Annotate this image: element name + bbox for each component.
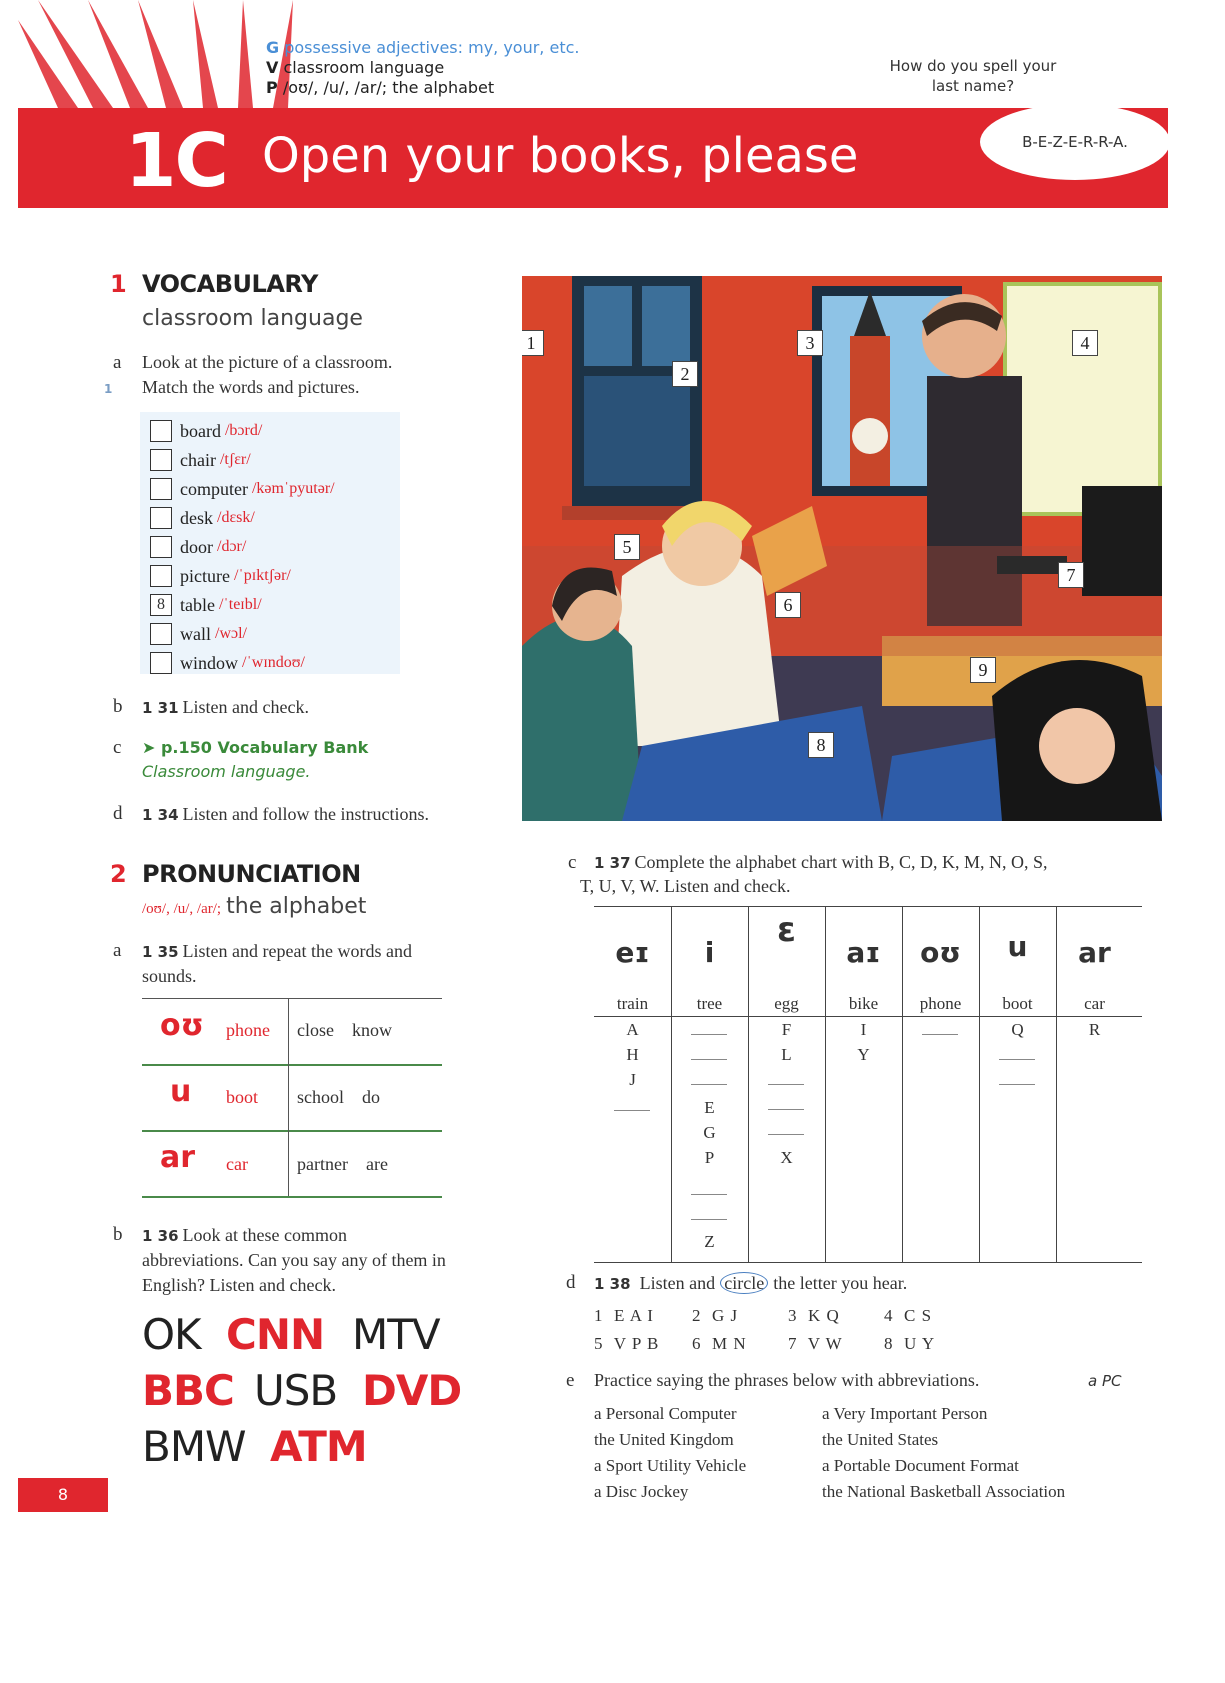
listening-item[interactable]: 5 V P B [594,1334,660,1353]
abbreviation: MTV [352,1310,440,1359]
answer-blank[interactable] [614,1110,650,1111]
vocab-item [150,621,247,647]
audio-track-badge[interactable]: 1 34 [142,806,179,824]
chart-letter: F [781,1020,792,1039]
phrase: the United States [822,1430,939,1449]
vocab-item [150,418,262,444]
audio-track-badge[interactable]: 1 37 [594,854,631,872]
chart-symbol: ar [1078,936,1111,969]
step-b-text: Listen and check. [182,697,309,717]
step-c-letter: c [113,737,122,758]
classroom-illustration [522,276,1162,821]
vocab-word: door [180,536,213,557]
step-d [142,804,429,825]
phrase: a Very Important Person [822,1404,988,1423]
vocab-word: wall [180,623,211,644]
vocab-phonetic: /ˈteɪbl/ [218,596,262,613]
answer-blank[interactable] [999,1059,1035,1060]
answer-blank[interactable] [768,1109,804,1110]
answer-blank[interactable] [691,1059,727,1060]
chart-column-divider [748,906,749,1263]
chart-letter: E [704,1098,715,1117]
pron-text: /oʊ/, /u/, /ar/; the alphabet [282,78,495,97]
chart-key-word: tree [696,994,723,1013]
vocab-item [150,592,262,618]
answer-box[interactable]: 8 [150,594,172,616]
chart-letter: G [703,1123,716,1142]
step-b-letter: b [113,696,123,717]
section-2-title: PRONUNCIATION [142,860,361,888]
chart-symbol: eɪ [615,936,650,969]
picture-label-5: 5 [614,534,640,560]
unit-focus-summary [266,38,579,98]
picture-label-6: 6 [775,592,801,618]
step-a-text: Look at the picture of a classroom. [142,352,393,372]
chart-key-word: egg [774,994,799,1013]
chart-letter: J [629,1070,636,1089]
audio-track-badge[interactable]: 1 35 [142,943,179,961]
answer-box[interactable] [150,507,172,529]
vocab-phonetic: /bɔrd/ [224,422,263,439]
vocab-item [150,447,251,473]
step-c-right-text: Complete the alphabet chart with B, C, D, K, M, N, O, S, [634,852,1048,872]
grammar-text: possessive adjectives: my, your, etc. [284,38,580,57]
vocab-word: window [180,652,238,673]
step-b [142,697,309,718]
picture-label-8: 8 [808,732,834,758]
vocab-item [150,534,246,560]
vocab-phonetic: /ˈwɪndoʊ/ [242,654,305,671]
key-word: car [226,1154,248,1174]
example-words: partner are [297,1154,388,1174]
vocabulary-bank-subtitle: Classroom language. [142,762,311,781]
chart-letter: Y [857,1045,870,1064]
phrase: a Personal Computer [594,1404,737,1423]
answer-box[interactable] [150,449,172,471]
vocab-word: table [180,594,215,615]
speech-bubble-answer: B-E-Z-E-R-R-A. [980,104,1170,180]
table-rule [142,1130,442,1132]
page-number: 8 [18,1478,108,1512]
phrase: the United Kingdom [594,1430,734,1449]
chart-letter: R [1088,1020,1101,1039]
chart-symbol: ɛ [777,910,796,950]
step-a-letter: a [113,352,122,373]
picture-label-1: 1 [522,330,544,356]
chart-letter: Q [1011,1020,1024,1039]
section-1-subtitle: classroom language [142,306,363,331]
abbreviation: ATM [270,1422,367,1471]
chart-key-word: car [1084,994,1105,1013]
vocab-phonetic: /dɔr/ [217,538,247,555]
chart-symbol: aɪ [846,936,881,969]
phrase: the National Basketball Association [822,1482,1066,1501]
listening-item[interactable]: 8 U Y [884,1334,936,1353]
chart-key-word: train [616,994,649,1013]
step-2a-text: Listen and repeat the words and [182,941,412,961]
step-2a-text-2: sounds. [142,966,197,986]
step-d-text-b: the letter you hear. [773,1273,908,1293]
answer-blank[interactable] [691,1084,727,1085]
answer-box[interactable] [150,420,172,442]
vocabulary-bank-link[interactable]: ➤ p.150 Vocabulary Bank [142,738,369,757]
step-2b-text-2: abbreviations. Can you say any of them in [142,1250,446,1270]
step-e-text: Practice saying the phrases below with abbreviations. [594,1370,980,1390]
step-2b-text: Look at these common [182,1225,348,1245]
chart-letter: X [780,1148,793,1167]
step-e-letter: e [566,1370,575,1391]
answer-blank[interactable] [691,1034,727,1035]
chart-letter: L [781,1045,792,1064]
chart-letter: H [626,1045,639,1064]
section-2-subtitle-text: the alphabet [226,894,367,919]
step-2a-letter: a [113,940,122,961]
key-word: phone [226,1020,270,1040]
vocab-phonetic: /ˈpɪktʃər/ [233,567,291,584]
listening-item[interactable]: 3 K Q [788,1306,840,1325]
vocab-word: computer [180,478,248,499]
picture-label-2: 2 [672,361,698,387]
answer-blank[interactable] [691,1219,727,1220]
chart-symbol: i [704,936,715,969]
vocab-text: classroom language [283,58,445,77]
phrase: a Portable Document Format [822,1456,1019,1475]
step-2a [142,941,412,962]
answer-blank[interactable] [999,1084,1035,1085]
vocab-word: picture [180,565,230,586]
table-rule [142,998,442,999]
vocab-item [150,476,335,502]
step-2b [142,1225,347,1246]
listening-item[interactable]: 1 E A I [594,1306,654,1325]
chart-top-rule [594,906,1142,907]
vocab-word: desk [180,507,213,528]
chart-header-rule [594,1016,1142,1017]
chart-letter: P [704,1148,715,1167]
abbreviation: USB [254,1366,338,1415]
chart-key-word: phone [919,994,962,1013]
vocab-item [150,563,291,589]
section-2-phonetics: /oʊ/, /u/, /ar/; [142,901,222,917]
step-c-right [594,852,1048,873]
audio-track-badge[interactable]: 1 38 [594,1275,631,1293]
chart-bottom-rule [594,1262,1142,1263]
listening-item[interactable]: 6 M N [692,1334,747,1353]
table-rule [142,1196,442,1198]
answer-box[interactable] [150,652,172,674]
answer-box[interactable] [150,565,172,587]
abbreviation: BBC [142,1366,234,1415]
vocab-phonetic: /dɛsk/ [217,509,255,526]
chart-letter: Z [704,1232,715,1251]
grammar-key: G [266,38,280,57]
chart-key-word: boot [1002,994,1033,1013]
unit-number: 1C [125,118,227,204]
picture-label-9: 9 [970,657,996,683]
speech-bubble-question: How do you spell your last name? [889,57,1057,95]
step-d-text: Listen and follow the instructions. [182,804,430,824]
answer-blank[interactable] [768,1134,804,1135]
phonetic-symbol-u: u [170,1074,192,1109]
chart-letter: A [626,1020,639,1039]
vocab-item [150,505,255,531]
audio-track-badge[interactable]: 1 36 [142,1227,179,1245]
table-divider [288,998,289,1196]
answer-box[interactable] [150,623,172,645]
section-2-subtitle [142,894,366,919]
answer-blank[interactable] [691,1194,727,1195]
example-bubble: a PC [1088,1372,1122,1390]
vocab-item [150,650,305,676]
vocab-phonetic: /wɔl/ [215,625,247,642]
step-d-text-a: Listen and [639,1273,716,1293]
key-word: boot [226,1087,259,1107]
answer-box[interactable] [150,478,172,500]
phrase: a Disc Jockey [594,1482,689,1501]
answer-box[interactable] [150,536,172,558]
picture-label-7: 7 [1058,562,1084,588]
picture-label-3: 3 [797,330,823,356]
circled-word: circle [720,1272,768,1294]
audio-track-badge[interactable]: 1 31 [142,699,179,717]
answer-blank[interactable] [768,1084,804,1085]
chart-key-word: bike [848,994,879,1013]
section-1-title: VOCABULARY [142,270,318,298]
step-c-right-text-2: T, U, V, W. Listen and check. [580,876,791,896]
step-c-letter-right: c [568,852,577,873]
answer-blank[interactable] [922,1034,958,1035]
vocab-word: board [180,420,221,441]
alphabet-chart [594,906,1142,1263]
step-d-letter: d [113,803,123,824]
vocab-phonetic: /tʃɛr/ [219,451,251,468]
step-2b-letter: b [113,1224,123,1245]
step-d-right [594,1273,907,1294]
track-badge[interactable]: 1 [104,382,113,396]
section-2-number: 2 [110,860,127,888]
abbreviation: DVD [362,1366,462,1415]
step-2b-text-3: English? Listen and check. [142,1275,336,1295]
abbreviation: OK [142,1310,201,1359]
example-words: close know [297,1020,392,1040]
vocab-phonetic: /kəmˈpyutər/ [251,480,335,497]
section-1-number: 1 [110,270,127,298]
phrase: a Sport Utility Vehicle [594,1456,747,1475]
step-d-letter-right: d [566,1272,576,1293]
chart-symbol: oʊ [920,936,961,969]
chart-symbol: u [1007,930,1028,963]
unit-title: Open your books, please [262,128,859,184]
abbreviation: BMW [142,1422,246,1471]
vocab-word: chair [180,449,216,470]
example-words: school do [297,1087,380,1107]
table-rule [142,1064,442,1066]
pron-key: P [266,78,278,97]
listening-item[interactable]: 7 V W [788,1334,843,1353]
listening-item[interactable]: 2 G J [692,1306,739,1325]
listening-item[interactable]: 4 C S [884,1306,933,1325]
abbreviation: CNN [226,1310,325,1359]
phonetic-symbol-oʊ: oʊ [160,1008,204,1043]
chart-letter: I [860,1020,867,1039]
vocab-key: V [266,58,279,77]
phonetic-symbol-ar: ar [160,1140,196,1175]
step-a-text-2: Match the words and pictures. [142,377,360,397]
picture-label-4: 4 [1072,330,1098,356]
